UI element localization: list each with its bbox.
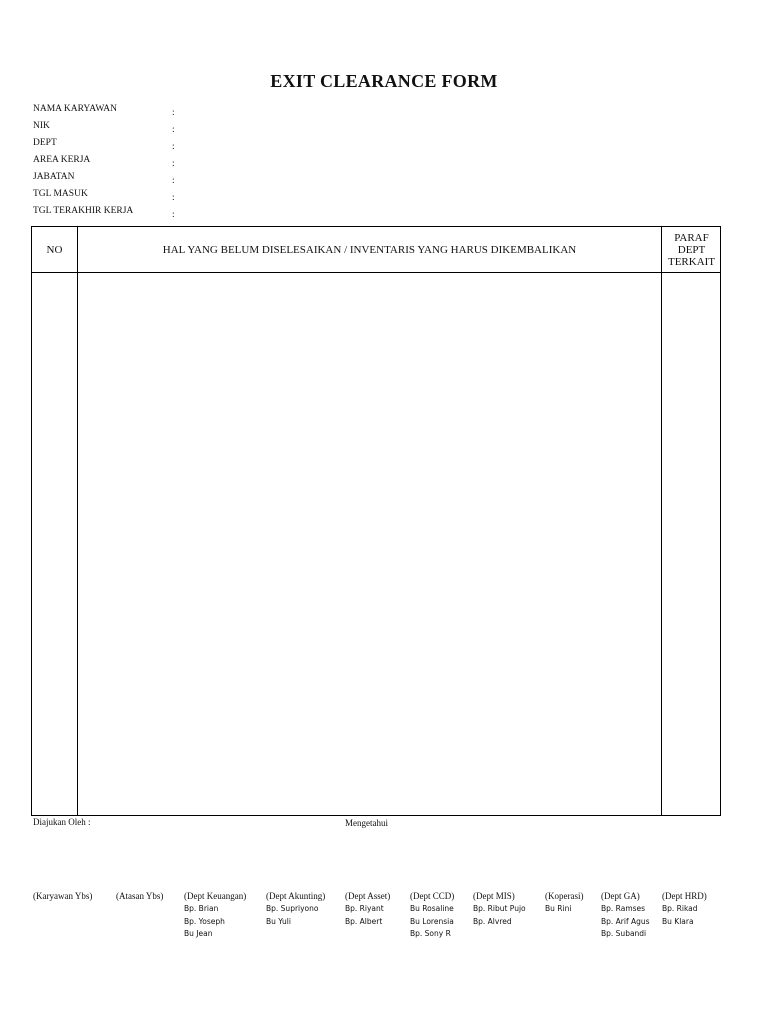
field-label: TGL MASUK [33, 189, 88, 199]
signatory-name: Bp. Arif Agus [601, 916, 650, 926]
signatory-role: (Dept MIS) [473, 891, 515, 901]
signatory-name: Bp. Rikad [662, 904, 698, 913]
signatory-name: Bu Jean [184, 929, 213, 938]
item-column-cell[interactable] [78, 273, 661, 815]
mengetahui-label: Mengetahui [345, 818, 388, 828]
field-label: NIK [33, 121, 50, 131]
signatory-name: Bp. Subandi [601, 929, 647, 938]
signatory-karyawan [33, 890, 92, 902]
diajukan-label: Diajukan Oleh : [33, 817, 91, 827]
form-title: EXIT CLEARANCE FORM [270, 71, 498, 91]
clearance-table [31, 226, 721, 816]
signatory-name: Bp. Ribut Pujo [473, 904, 526, 913]
signatory-koperasi [545, 890, 583, 916]
signatory-name: Bu Yuli [266, 916, 291, 926]
signatory-name: Bp. Ramses [601, 904, 646, 913]
header-item: HAL YANG BELUM DISELESAIKAN / INVENTARIS YANG HARUS DIKEMBALIKAN [162, 243, 577, 256]
signatory-ccd [410, 890, 454, 941]
field-label: AREA KERJA [33, 155, 91, 165]
signatory-name: Bu Lorensia [410, 916, 454, 926]
signatory-keuangan [184, 890, 246, 941]
signatory-name: Bp. Supriyono [266, 904, 319, 913]
signatory-name: Bu Klara [662, 916, 694, 926]
field-colon: : [172, 210, 175, 220]
signatory-role: (Dept Asset) [345, 891, 391, 901]
signatory-name: Bu Rosaline [410, 904, 454, 913]
paraf-column-cell[interactable] [662, 273, 721, 815]
signatory-role: (Dept Akunting) [266, 891, 326, 901]
field-colon: : [172, 142, 175, 152]
field-label: DEPT [33, 138, 57, 148]
signatory-akunting [266, 890, 325, 928]
signatory-asset [345, 890, 390, 928]
header-paraf [662, 227, 721, 272]
field-colon: : [172, 176, 175, 186]
signatory-name: Bp. Riyant [345, 904, 384, 913]
signatory-ga [601, 890, 650, 941]
field-colon: : [172, 159, 175, 169]
signatory-name: Bp. Sony R [410, 929, 451, 938]
field-colon: : [172, 125, 175, 135]
signatory-atasan [116, 890, 163, 902]
header-paraf-label: PARAF DEPT TERKAIT [667, 231, 716, 268]
signatory-name: Bu Rini [545, 904, 572, 913]
signatory-name: Bp. Brian [184, 904, 219, 913]
signatory-mis [473, 890, 526, 928]
signatory-name: Bp. Alvred [473, 916, 512, 926]
field-label: JABATAN [33, 172, 75, 182]
field-label: NAMA KARYAWAN [33, 104, 117, 114]
signatory-role: (Karyawan Ybs) [33, 891, 93, 901]
signatory-role: (Dept Keuangan) [184, 891, 247, 901]
field-colon: : [172, 193, 175, 203]
signatory-name: Bp. Albert [345, 916, 383, 926]
no-column-cell[interactable] [32, 273, 77, 815]
signatory-role: (Atasan Ybs) [116, 891, 164, 901]
signatory-hrd [662, 890, 707, 928]
signatory-role: (Dept HRD) [662, 891, 707, 901]
field-colon: : [172, 108, 175, 118]
signatory-role: (Koperasi) [545, 891, 584, 901]
field-label: TGL TERAKHIR KERJA [33, 206, 134, 216]
signatory-role: (Dept GA) [601, 891, 640, 901]
signatory-role: (Dept CCD) [410, 891, 455, 901]
header-no: NO [46, 243, 63, 256]
signatory-name: Bp. Yoseph [184, 916, 225, 926]
